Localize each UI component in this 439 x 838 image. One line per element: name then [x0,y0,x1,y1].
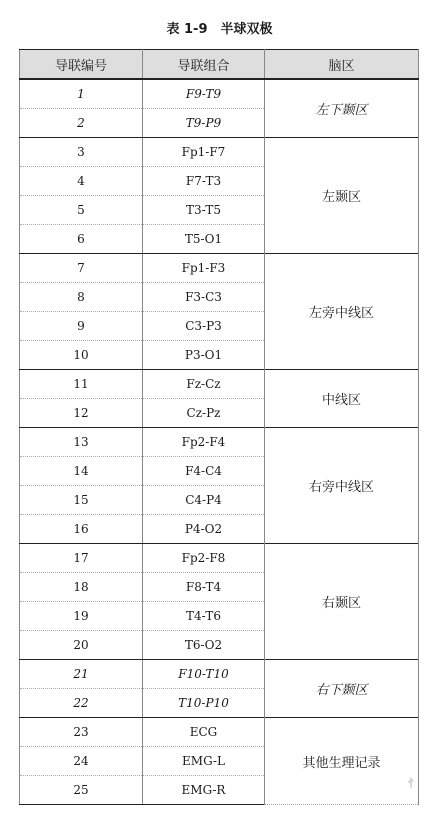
lead-number-cell: 7 [20,254,143,283]
lead-combination-cell: Cz-Pz [143,399,265,428]
lead-combination-cell: F4-C4 [143,457,265,486]
lead-number-cell: 15 [20,486,143,515]
lead-combination-cell: ECG [143,718,265,747]
bipolar-montage-table [19,49,419,805]
lead-combination-cell: P4-O2 [143,515,265,544]
header-brain-region: 脑区 [265,50,419,80]
lead-combination-cell: Fp2-F4 [143,428,265,457]
lead-number-cell: 10 [20,341,143,370]
table-row [20,544,419,573]
table-row [20,370,419,399]
lead-combination-cell: F8-T4 [143,573,265,602]
lead-number-cell: 11 [20,370,143,399]
lead-number-cell: 25 [20,776,143,805]
lead-number-cell: 2 [20,109,143,138]
lead-number-cell: 16 [20,515,143,544]
lead-combination-cell: EMG-L [143,747,265,776]
lead-number-cell: 24 [20,747,143,776]
lead-combination-cell: T3-T5 [143,196,265,225]
edge-glyph: 忄 [408,777,419,790]
lead-combination-cell: Fz-Cz [143,370,265,399]
lead-combination-cell: T10-P10 [143,689,265,718]
table-row [20,138,419,167]
lead-number-cell: 1 [20,79,143,109]
table-body [20,79,419,805]
lead-combination-cell: T5-O1 [143,225,265,254]
lead-combination-cell: F3-C3 [143,283,265,312]
header-lead-combination: 导联组合 [143,50,265,80]
lead-combination-cell: C4-P4 [143,486,265,515]
lead-combination-cell: T4-T6 [143,602,265,631]
brain-region-cell: 左下颞区 [265,79,419,138]
lead-combination-cell: F9-T9 [143,79,265,109]
table-row [20,254,419,283]
header-row [20,50,419,80]
lead-number-cell: 18 [20,573,143,602]
table-row [20,428,419,457]
table-row [20,79,419,109]
lead-number-cell: 23 [20,718,143,747]
lead-combination-cell: F10-T10 [143,660,265,689]
lead-combination-cell: Fp1-F7 [143,138,265,167]
brain-region-cell: 左颞区 [265,138,419,254]
lead-number-cell: 6 [20,225,143,254]
lead-number-cell: 17 [20,544,143,573]
lead-combination-cell: P3-O1 [143,341,265,370]
lead-number-cell: 3 [20,138,143,167]
table-row [20,660,419,689]
lead-number-cell: 14 [20,457,143,486]
table-title: 表 1-9 半球双极 [166,22,273,37]
lead-combination-cell: EMG-R [143,776,265,805]
lead-combination-cell: Fp1-F3 [143,254,265,283]
brain-region-cell: 左旁中线区 [265,254,419,370]
brain-region-cell: 其他生理记录 [265,718,419,805]
brain-region-cell: 右下颞区 [265,660,419,718]
lead-combination-cell: F7-T3 [143,167,265,196]
lead-combination-cell: T6-O2 [143,631,265,660]
lead-combination-cell: T9-P9 [143,109,265,138]
header-lead-number: 导联编号 [20,50,143,80]
lead-number-cell: 5 [20,196,143,225]
brain-region-cell: 中线区 [265,370,419,428]
lead-number-cell: 20 [20,631,143,660]
table-row [20,718,419,747]
lead-combination-cell: Fp2-F8 [143,544,265,573]
lead-number-cell: 9 [20,312,143,341]
lead-number-cell: 19 [20,602,143,631]
lead-number-cell: 8 [20,283,143,312]
lead-number-cell: 4 [20,167,143,196]
lead-number-cell: 22 [20,689,143,718]
brain-region-cell: 右颞区 [265,544,419,660]
brain-region-cell: 右旁中线区 [265,428,419,544]
lead-combination-cell: C3-P3 [143,312,265,341]
lead-number-cell: 12 [20,399,143,428]
lead-number-cell: 13 [20,428,143,457]
lead-number-cell: 21 [20,660,143,689]
